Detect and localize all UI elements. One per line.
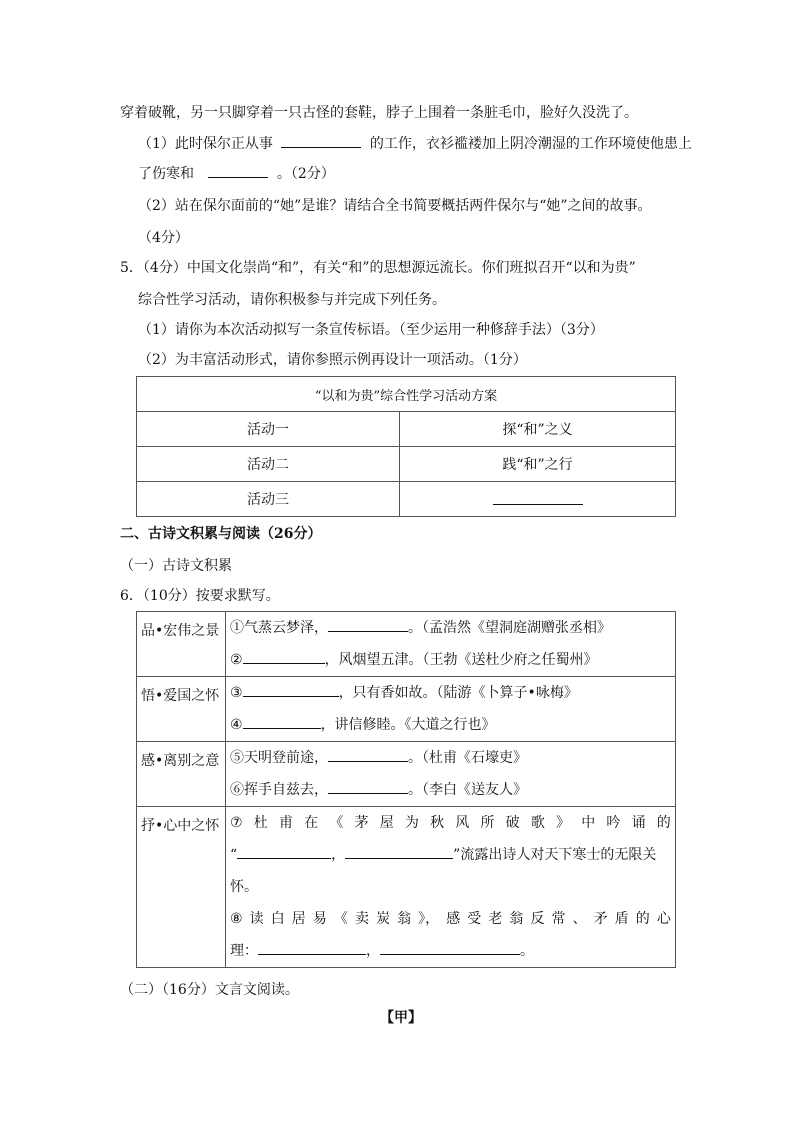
q4-1-text-a: （1）此时保尔正从事 — [138, 136, 273, 152]
answer-blank[interactable] — [237, 844, 331, 859]
category-label: 感•离别之意 — [137, 742, 226, 807]
section-2-title: 二、古诗文积累与阅读（26分） — [120, 526, 322, 542]
recite-item-6: ⑥挥手自兹去， 。（李白《送友人》 — [230, 774, 671, 806]
answer-blank[interactable] — [243, 682, 339, 697]
question-5-2: （2）为丰富活动形式，请你参照示例再设计一项活动。（1分） — [138, 352, 527, 368]
activity-name: 活动一 — [137, 412, 400, 447]
activity-plan-table — [136, 376, 676, 517]
answer-blank[interactable] — [208, 163, 268, 178]
answer-blank[interactable] — [493, 490, 583, 505]
table-row — [137, 742, 676, 807]
plan-title: “以和为贵”综合性学习活动方案 — [137, 377, 676, 412]
answer-blank[interactable] — [328, 779, 408, 794]
recite-item-3: ③ ，只有香如故。（陆游《卜算子•咏梅》 — [230, 677, 671, 709]
recite-item-5: ⑤天明登前途， 。（杜甫《石壕吏》 — [230, 742, 671, 774]
table-row — [137, 482, 676, 517]
answer-blank[interactable] — [380, 940, 520, 955]
recite-item-1: ①气蒸云梦泽， 。（孟浩然《望洞庭湖赠张丞相》 — [230, 612, 671, 644]
question-4-2: （2）站在保尔面前的“她”是谁？请结合全书简要概括两件保尔与“她”之间的故事。 — [138, 198, 652, 214]
passage-line: 穿着破靴，另一只脚穿着一只古怪的套鞋，脖子上围着一条脏毛巾，脸好久没洗了。 — [120, 105, 638, 121]
activity-name: 活动二 — [137, 447, 400, 482]
recite-item-4: ④ ，讲信修睦。《大道之行也》 — [230, 709, 671, 741]
activity-content: 践“和”之行 — [400, 447, 676, 482]
section-2-sub1: （一）古诗文积累 — [120, 558, 232, 574]
recite-item-7-end: 怀。 — [230, 879, 258, 895]
answer-blank[interactable] — [328, 747, 408, 762]
recite-item-7: ⑦ 杜 甫 在 《 茅 屋 为 秋 风 所 破 歌 》 中 吟 诵 的 — [230, 815, 671, 831]
answer-blank[interactable] — [243, 649, 325, 664]
answer-blank[interactable] — [281, 133, 361, 148]
q4-1-text-b: 的工作，衣衫褴褛加上阴冷潮湿的工作环境使他患上 — [369, 136, 692, 152]
recite-item-8: ⑧ 读 白 居 易 《 卖 炭 翁 》， 感 受 老 翁 反 常 、 矛 盾 的 心 — [230, 911, 671, 927]
activity-name: 活动三 — [137, 482, 400, 517]
table-row — [137, 677, 676, 742]
question-5-cont: 综合性学习活动，请你积极参与并完成下列任务。 — [138, 292, 446, 308]
answer-blank[interactable] — [243, 714, 321, 729]
question-6: 6．（10分）按要求默写。 — [120, 588, 280, 604]
q4-1-text-d: 。（2分） — [276, 166, 335, 182]
category-label: 品•宏伟之景 — [137, 612, 226, 677]
recite-item-2: ② ，风烟望五津。（王勃《送杜少府之任蜀州》 — [230, 644, 671, 676]
category-label: 悟•爱国之怀 — [137, 677, 226, 742]
question-4-1-cont — [138, 163, 335, 184]
category-label: 抒•心中之怀 — [137, 807, 226, 968]
q4-1-text-c: 了伤寒和 — [138, 166, 194, 182]
question-5-1: （1）请你为本次活动拟写一条宣传标语。（至少运用一种修辞手法）（3分） — [138, 322, 604, 338]
passage-jia-label: 【甲】 — [380, 1010, 422, 1026]
section-2b: （二）（16分）文言文阅读。 — [120, 982, 299, 998]
answer-blank[interactable] — [258, 940, 366, 955]
table-row — [137, 447, 676, 482]
activity-content: 探“和”之义 — [400, 412, 676, 447]
question-4-2-score: （4分） — [138, 230, 189, 246]
table-row — [137, 807, 676, 968]
recite-item-7-cont: “ ， ”流露出诗人对天下寒士的无限关 — [230, 839, 671, 871]
recite-item-8-cont: 理： ， 。 — [230, 935, 671, 967]
activity-content-blank[interactable] — [400, 482, 676, 517]
answer-blank[interactable] — [328, 617, 408, 632]
answer-blank[interactable] — [345, 844, 453, 859]
table-row — [137, 412, 676, 447]
recitation-table — [136, 611, 676, 968]
question-4-1 — [138, 133, 692, 154]
table-row — [137, 612, 676, 677]
question-5-head: 5．（4分）中国文化崇尚“和”，有关“和”的思想源远流长。你们班拟召开“以和为贵” — [120, 260, 636, 276]
